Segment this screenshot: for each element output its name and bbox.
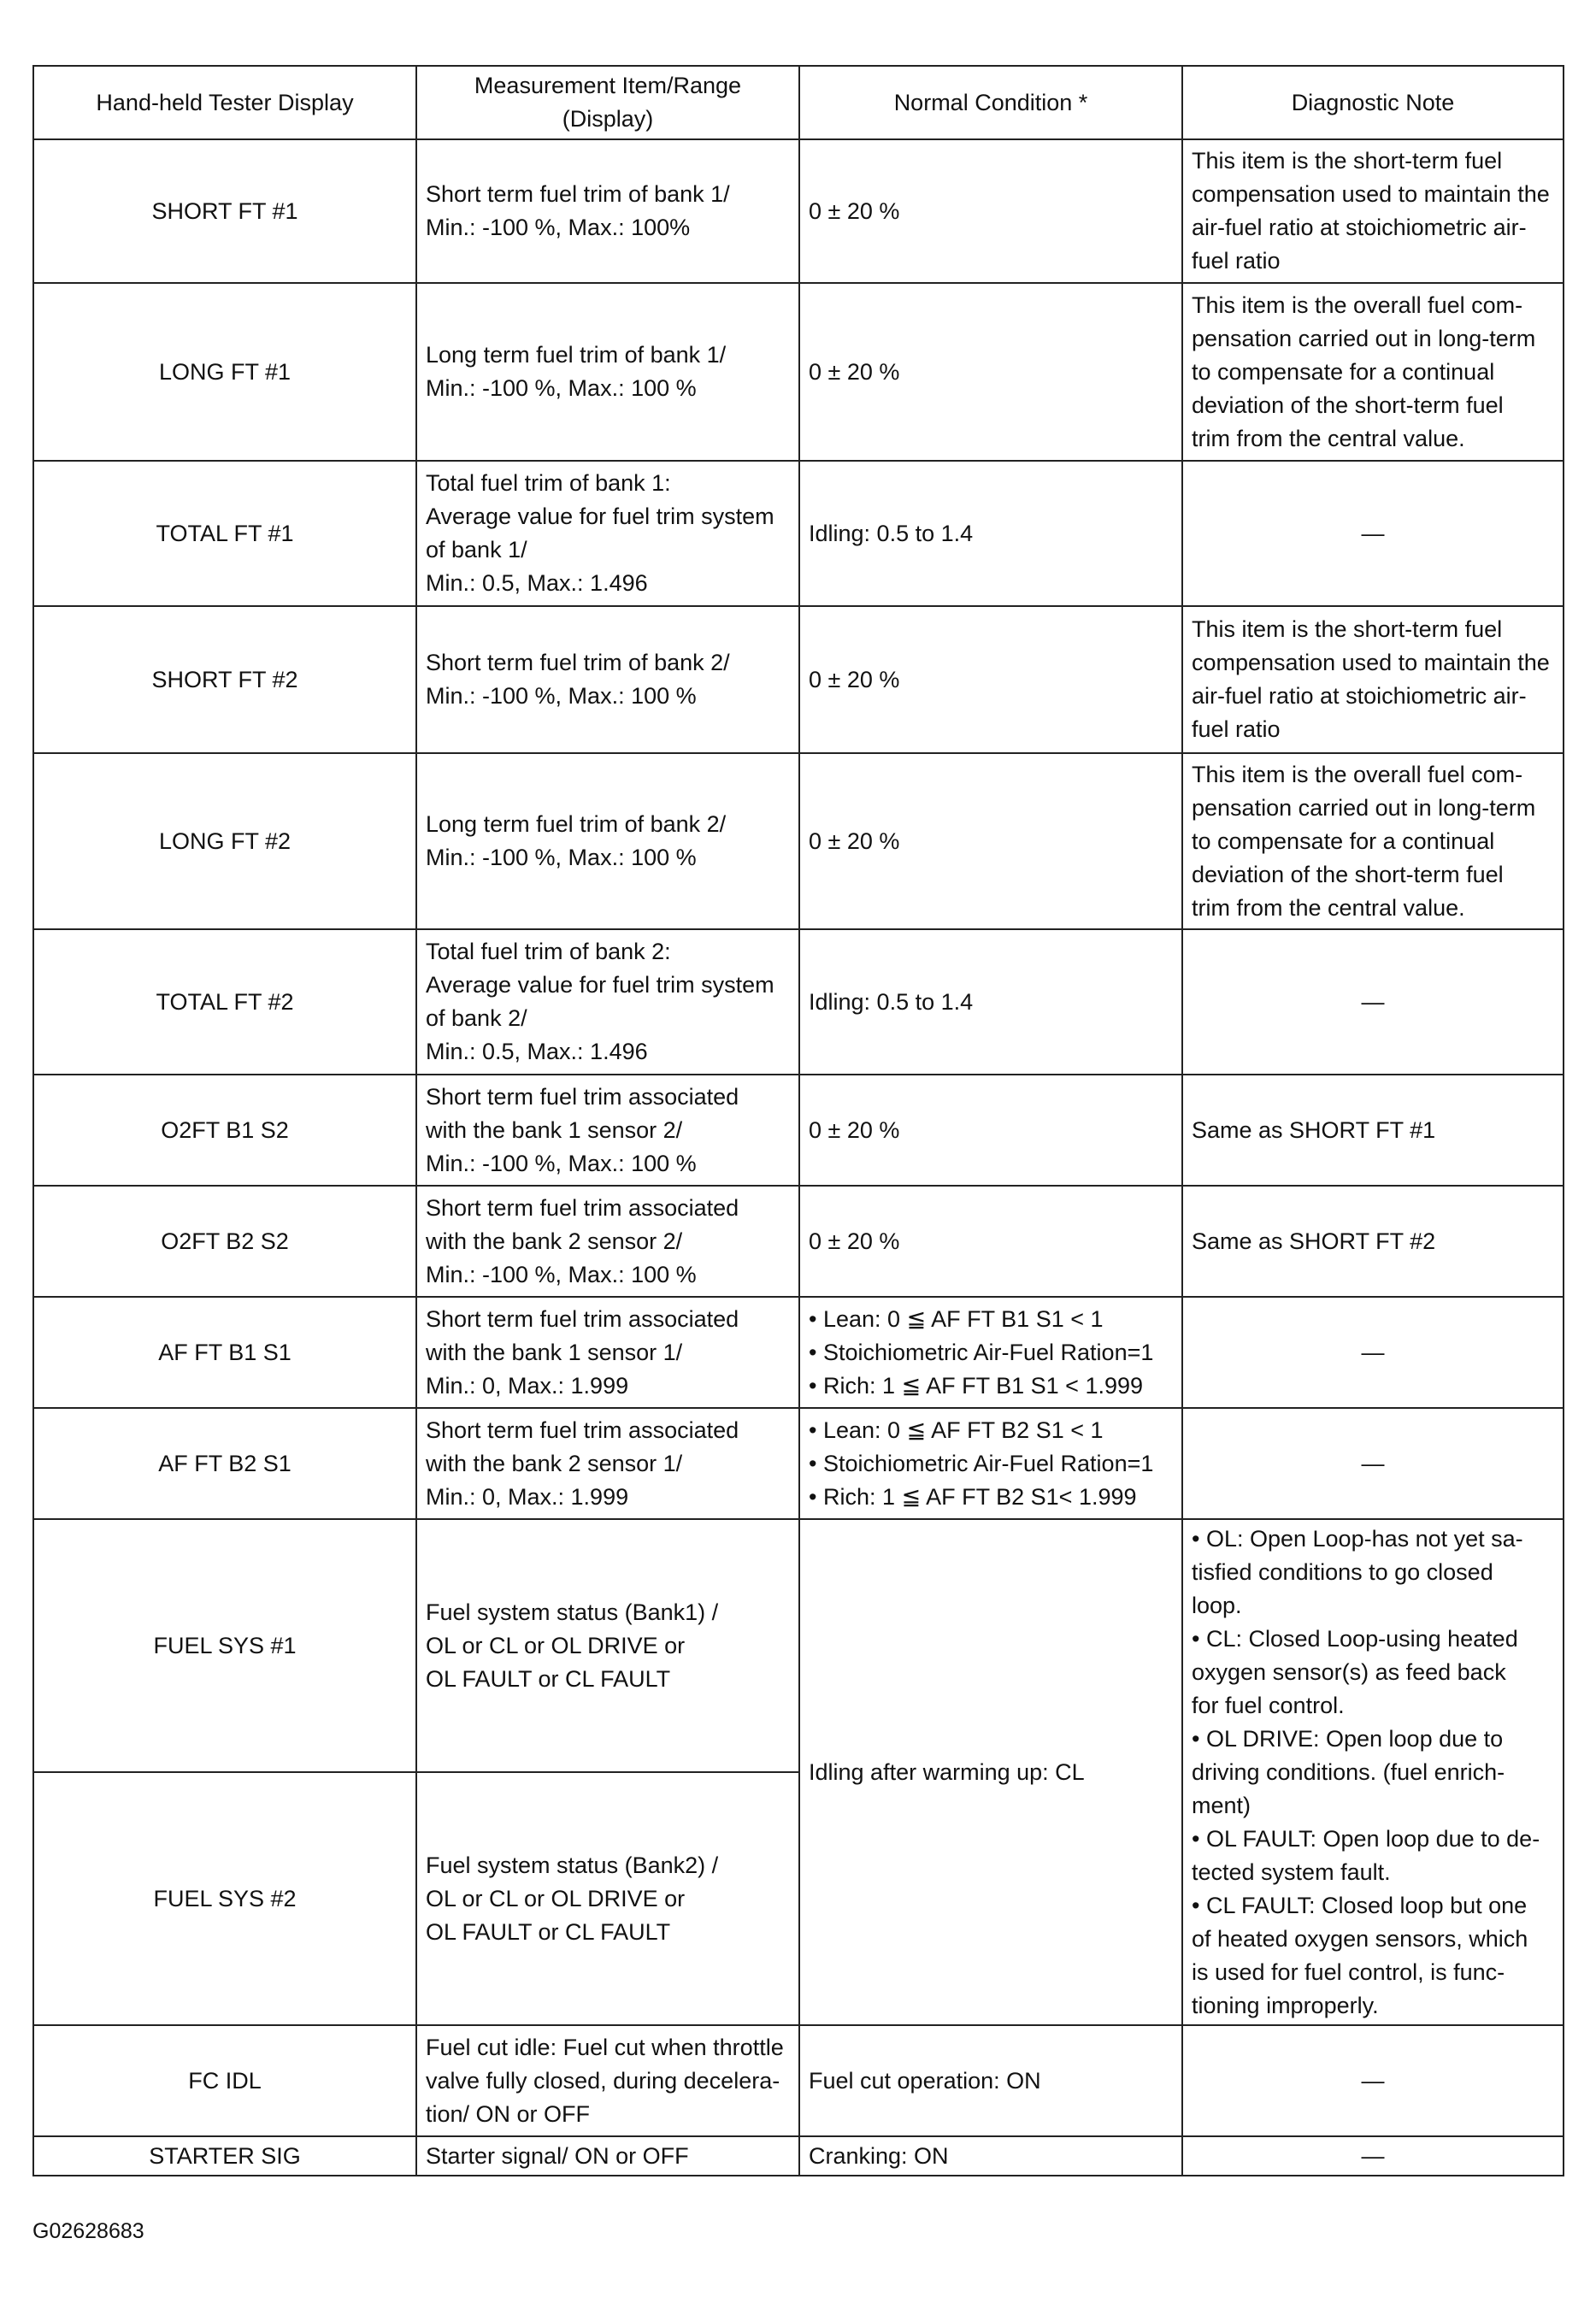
measurement-cell-line: Total fuel trim of bank 1: [426, 470, 671, 496]
table-row [33, 753, 1564, 929]
normal-condition-cell [799, 1075, 1182, 1186]
measurement-cell [416, 461, 799, 606]
diagnostic-note-cell [1182, 1408, 1564, 1519]
measurement-cell-line: Starter signal/ ON or OFF [426, 2142, 689, 2169]
diagnostic-note-cell-line: for fuel control. [1192, 1692, 1345, 1718]
measurement-cell-line: Fuel system status (Bank1) / [426, 1599, 719, 1625]
diagnostic-note-cell [1182, 139, 1564, 283]
measurement-cell-line: Short term fuel trim of bank 1/ [426, 181, 730, 207]
measurement-cell-line: Short term fuel trim associated [426, 1194, 739, 1221]
diagnostic-note-cell-line: • CL FAULT: Closed loop but one [1192, 1892, 1528, 1918]
measurement-cell [416, 2025, 799, 2136]
measurement-cell [416, 2136, 799, 2176]
tester-display-cell: FC IDL [33, 2025, 416, 2136]
diagnostic-note-cell-line: ment) [1192, 1792, 1251, 1818]
measurement-cell-line: OL FAULT or CL FAULT [426, 1665, 671, 1692]
table-row [33, 2136, 1564, 2176]
diagnostic-note-cell [1182, 2025, 1564, 2136]
normal-condition-cell-line: • Stoichiometric Air-Fuel Ration=1 [809, 1339, 1154, 1365]
diagnostic-note-cell-line: — [1361, 1339, 1385, 1365]
normal-condition-cell [799, 461, 1182, 606]
normal-condition-cell-line: 0 ± 20 % [809, 197, 900, 224]
diagnostic-note-cell [1182, 1186, 1564, 1297]
header-tester-display: Hand-held Tester Display [33, 66, 416, 139]
measurement-cell [416, 1186, 799, 1297]
normal-condition-cell-line: • Stoichiometric Air-Fuel Ration=1 [809, 1450, 1154, 1476]
measurement-cell [416, 606, 799, 753]
diagnostic-note-cell [1182, 461, 1564, 606]
figure-id: G02628683 [32, 2219, 144, 2243]
header-measurement-item [416, 66, 799, 139]
diagnostic-note-cell-line: Same as SHORT FT #2 [1192, 1228, 1436, 1254]
measurement-cell [416, 929, 799, 1075]
table-row [33, 929, 1564, 1075]
diagnostic-note-cell-line: This item is the overall fuel com- [1192, 292, 1523, 318]
header-measurement-line: Measurement Item/Range [474, 73, 742, 98]
diagnostic-note-cell-line: • CL: Closed Loop-using heated [1192, 1625, 1518, 1652]
normal-condition-cell-line: • Lean: 0 ≦ AF FT B1 S1 < 1 [809, 1305, 1104, 1332]
tester-display-cell: SHORT FT #1 [33, 139, 416, 283]
measurement-cell-line: Total fuel trim of bank 2: [426, 939, 671, 964]
diagnostic-note-cell-line: pensation carried out in long-term [1192, 794, 1536, 821]
diagnostic-note-cell-line: compensation used to maintain the [1192, 650, 1550, 675]
normal-condition-cell [799, 1408, 1182, 1519]
measurement-cell [416, 139, 799, 283]
normal-condition-cell [799, 606, 1182, 753]
diagnostic-note-cell-line: — [1361, 2142, 1385, 2169]
normal-condition-cell-line: 0 ± 20 % [809, 1116, 900, 1143]
diagnostic-note-cell-line: driving conditions. (fuel enrich- [1192, 1758, 1505, 1785]
measurement-cell [416, 1408, 799, 1519]
normal-condition-cell-line: • Rich: 1 ≦ AF FT B2 S1< 1.999 [809, 1483, 1137, 1510]
tester-display-cell: FUEL SYS #2 [33, 1772, 416, 2025]
diagnostic-note-cell-line: is used for fuel control, is func- [1192, 1958, 1505, 1985]
diagnostic-note-cell [1182, 753, 1564, 929]
diagnostic-note-cell-line: fuel ratio [1192, 248, 1281, 274]
measurement-cell-line: Min.: -100 %, Max.: 100 % [426, 1261, 697, 1287]
measurement-cell-line: OL FAULT or CL FAULT [426, 1918, 671, 1945]
diagnostic-note-cell-line: This item is the overall fuel com- [1192, 761, 1523, 787]
measurement-cell-line: Short term fuel trim associated [426, 1417, 739, 1443]
measurement-cell-line: Min.: 0.5, Max.: 1.496 [426, 1039, 648, 1064]
table-row [33, 1075, 1564, 1186]
measurement-cell-line: Fuel system status (Bank2) / [426, 1852, 719, 1878]
normal-condition-cell-line: Cranking: ON [809, 2142, 949, 2169]
tester-display-cell: TOTAL FT #1 [33, 461, 416, 606]
table-row [33, 461, 1564, 606]
diagnostic-note-cell-line: — [1361, 520, 1385, 546]
table-row [33, 139, 1564, 283]
diagnostic-note-cell-line: trim from the central value. [1192, 894, 1465, 921]
diagnostic-note-cell-line: oxygen sensor(s) as feed back [1192, 1658, 1506, 1685]
measurement-cell-line: tion/ ON or OFF [426, 2100, 591, 2127]
diagnostic-note-cell-line: to compensate for a continual [1192, 358, 1495, 385]
measurement-cell-line: with the bank 1 sensor 2/ [426, 1116, 683, 1143]
table-row [33, 1519, 1564, 1772]
table-row [33, 2025, 1564, 2136]
measurement-cell-line: with the bank 1 sensor 1/ [426, 1339, 683, 1365]
tester-display-cell: STARTER SIG [33, 2136, 416, 2176]
measurement-cell-line: Average value for fuel trim system [426, 972, 774, 998]
diagnostic-note-cell-line: pensation carried out in long-term [1192, 325, 1536, 351]
tester-display-cell: AF FT B2 S1 [33, 1408, 416, 1519]
measurement-cell-line: valve fully closed, during decelera- [426, 2067, 780, 2094]
diagnostic-note-cell-line: loop. [1192, 1592, 1242, 1618]
diagnostic-note-cell-line: • OL: Open Loop-has not yet sa- [1192, 1525, 1523, 1552]
normal-condition-cell-line: 0 ± 20 % [809, 828, 900, 854]
diagnostic-note-cell [1182, 1519, 1564, 2025]
diagnostic-note-cell [1182, 1297, 1564, 1408]
measurement-cell-line: Min.: 0.5, Max.: 1.496 [426, 570, 648, 596]
measurement-cell-line: Short term fuel trim associated [426, 1083, 739, 1110]
measurement-cell-line: Min.: -100 %, Max.: 100 % [426, 375, 697, 401]
measurement-cell [416, 1519, 799, 1772]
diagnostic-note-cell-line: tected system fault. [1192, 1858, 1391, 1885]
diagnostic-note-cell-line: trim from the central value. [1192, 425, 1465, 451]
measurement-cell-line: Long term fuel trim of bank 2/ [426, 811, 727, 837]
header-normal-condition: Normal Condition * [799, 66, 1182, 139]
normal-condition-cell-line: Idling: 0.5 to 1.4 [809, 520, 974, 546]
tester-display-cell: O2FT B1 S2 [33, 1075, 416, 1186]
normal-condition-cell [799, 929, 1182, 1075]
measurement-cell-line: Min.: 0, Max.: 1.999 [426, 1372, 629, 1399]
diagnostic-note-cell-line: This item is the short-term fuel [1192, 616, 1503, 642]
tester-display-cell: TOTAL FT #2 [33, 929, 416, 1075]
normal-condition-cell [799, 283, 1182, 461]
normal-condition-cell-line: • Rich: 1 ≦ AF FT B1 S1 < 1.999 [809, 1372, 1144, 1399]
diagnostic-note-cell [1182, 929, 1564, 1075]
diagnostic-note-cell-line: air-fuel ratio at stoichiometric air- [1192, 215, 1527, 240]
measurement-cell-line: Min.: -100 %, Max.: 100% [426, 215, 691, 240]
normal-condition-cell [799, 1297, 1182, 1408]
measurement-cell-line: of bank 1/ [426, 537, 527, 562]
table-header-row [33, 66, 1564, 139]
measurement-cell-line: OL or CL or OL DRIVE or [426, 1885, 686, 1911]
diagnostic-note-cell-line: deviation of the short-term fuel [1192, 861, 1504, 887]
diagnostic-note-cell [1182, 606, 1564, 753]
diagnostic-note-cell-line: • OL DRIVE: Open loop due to [1192, 1725, 1504, 1752]
measurement-cell-line: Min.: -100 %, Max.: 100 % [426, 683, 697, 709]
tester-display-cell: FUEL SYS #1 [33, 1519, 416, 1772]
normal-condition-cell [799, 1186, 1182, 1297]
measurement-cell-line: Short term fuel trim of bank 2/ [426, 650, 730, 675]
diagnostic-note-cell-line: deviation of the short-term fuel [1192, 392, 1504, 418]
table-row [33, 1297, 1564, 1408]
diagnostic-note-cell-line: to compensate for a continual [1192, 828, 1495, 854]
tester-display-cell: LONG FT #2 [33, 753, 416, 929]
tester-display-cell: LONG FT #1 [33, 283, 416, 461]
measurement-cell-line: with the bank 2 sensor 2/ [426, 1228, 683, 1254]
normal-condition-cell [799, 2136, 1182, 2176]
diagnostic-note-cell-line: This item is the short-term fuel [1192, 148, 1503, 174]
diagnostic-data-table [32, 65, 1564, 2176]
normal-condition-cell-line: Idling after warming up: CL [809, 1758, 1085, 1785]
diagnostic-note-cell [1182, 1075, 1564, 1186]
diagnostic-note-cell-line: tisfied conditions to go closed [1192, 1558, 1493, 1585]
table-row [33, 1408, 1564, 1519]
normal-condition-cell [799, 1519, 1182, 2025]
tester-display-cell: AF FT B1 S1 [33, 1297, 416, 1408]
normal-condition-cell-line: 0 ± 20 % [809, 358, 900, 385]
diagnostic-note-cell-line: of heated oxygen sensors, which [1192, 1925, 1528, 1952]
measurement-cell [416, 283, 799, 461]
header-measurement-line: (Display) [562, 106, 654, 132]
diagnostic-note-cell-line: — [1361, 2067, 1385, 2094]
measurement-cell [416, 1297, 799, 1408]
tester-display-cell: SHORT FT #2 [33, 606, 416, 753]
measurement-cell-line: of bank 2/ [426, 1005, 527, 1031]
diagnostic-note-cell [1182, 2136, 1564, 2176]
diagnostic-note-cell-line: • OL FAULT: Open loop due to de- [1192, 1825, 1540, 1852]
measurement-cell [416, 753, 799, 929]
measurement-cell [416, 1772, 799, 2025]
diagnostic-note-cell-line: — [1361, 988, 1385, 1015]
diagnostic-note-cell-line: tioning improperly. [1192, 1992, 1379, 2018]
diagnostic-note-cell-line: fuel ratio [1192, 716, 1281, 742]
table-row [33, 606, 1564, 753]
header-diagnostic-note: Diagnostic Note [1182, 66, 1564, 139]
normal-condition-cell-line: 0 ± 20 % [809, 1228, 900, 1254]
normal-condition-cell-line: 0 ± 20 % [809, 666, 900, 692]
measurement-cell-line: OL or CL or OL DRIVE or [426, 1632, 686, 1658]
normal-condition-cell [799, 753, 1182, 929]
diagnostic-note-cell-line: compensation used to maintain the [1192, 181, 1550, 207]
normal-condition-cell-line: • Lean: 0 ≦ AF FT B2 S1 < 1 [809, 1417, 1104, 1443]
diagnostic-note-cell-line: air-fuel ratio at stoichiometric air- [1192, 683, 1527, 709]
table-row [33, 283, 1564, 461]
measurement-cell-line: Min.: -100 %, Max.: 100 % [426, 845, 697, 870]
diagnostic-note-cell-line: Same as SHORT FT #1 [1192, 1116, 1436, 1143]
tester-display-cell: O2FT B2 S2 [33, 1186, 416, 1297]
measurement-cell-line: Long term fuel trim of bank 1/ [426, 342, 727, 368]
diagnostic-note-cell [1182, 283, 1564, 461]
normal-condition-cell-line: Idling: 0.5 to 1.4 [809, 988, 974, 1015]
normal-condition-cell [799, 139, 1182, 283]
measurement-cell-line: Average value for fuel trim system [426, 504, 774, 529]
measurement-cell-line: Short term fuel trim associated [426, 1305, 739, 1332]
normal-condition-cell-line: Fuel cut operation: ON [809, 2067, 1041, 2094]
measurement-cell-line: with the bank 2 sensor 1/ [426, 1450, 683, 1476]
table-body [33, 139, 1564, 2176]
measurement-cell-line: Min.: -100 %, Max.: 100 % [426, 1150, 697, 1176]
normal-condition-cell [799, 2025, 1182, 2136]
diagnostic-note-cell-line: — [1361, 1450, 1385, 1476]
measurement-cell-line: Fuel cut idle: Fuel cut when throttle [426, 2034, 784, 2060]
table-row [33, 1186, 1564, 1297]
measurement-cell [416, 1075, 799, 1186]
measurement-cell-line: Min.: 0, Max.: 1.999 [426, 1483, 629, 1510]
